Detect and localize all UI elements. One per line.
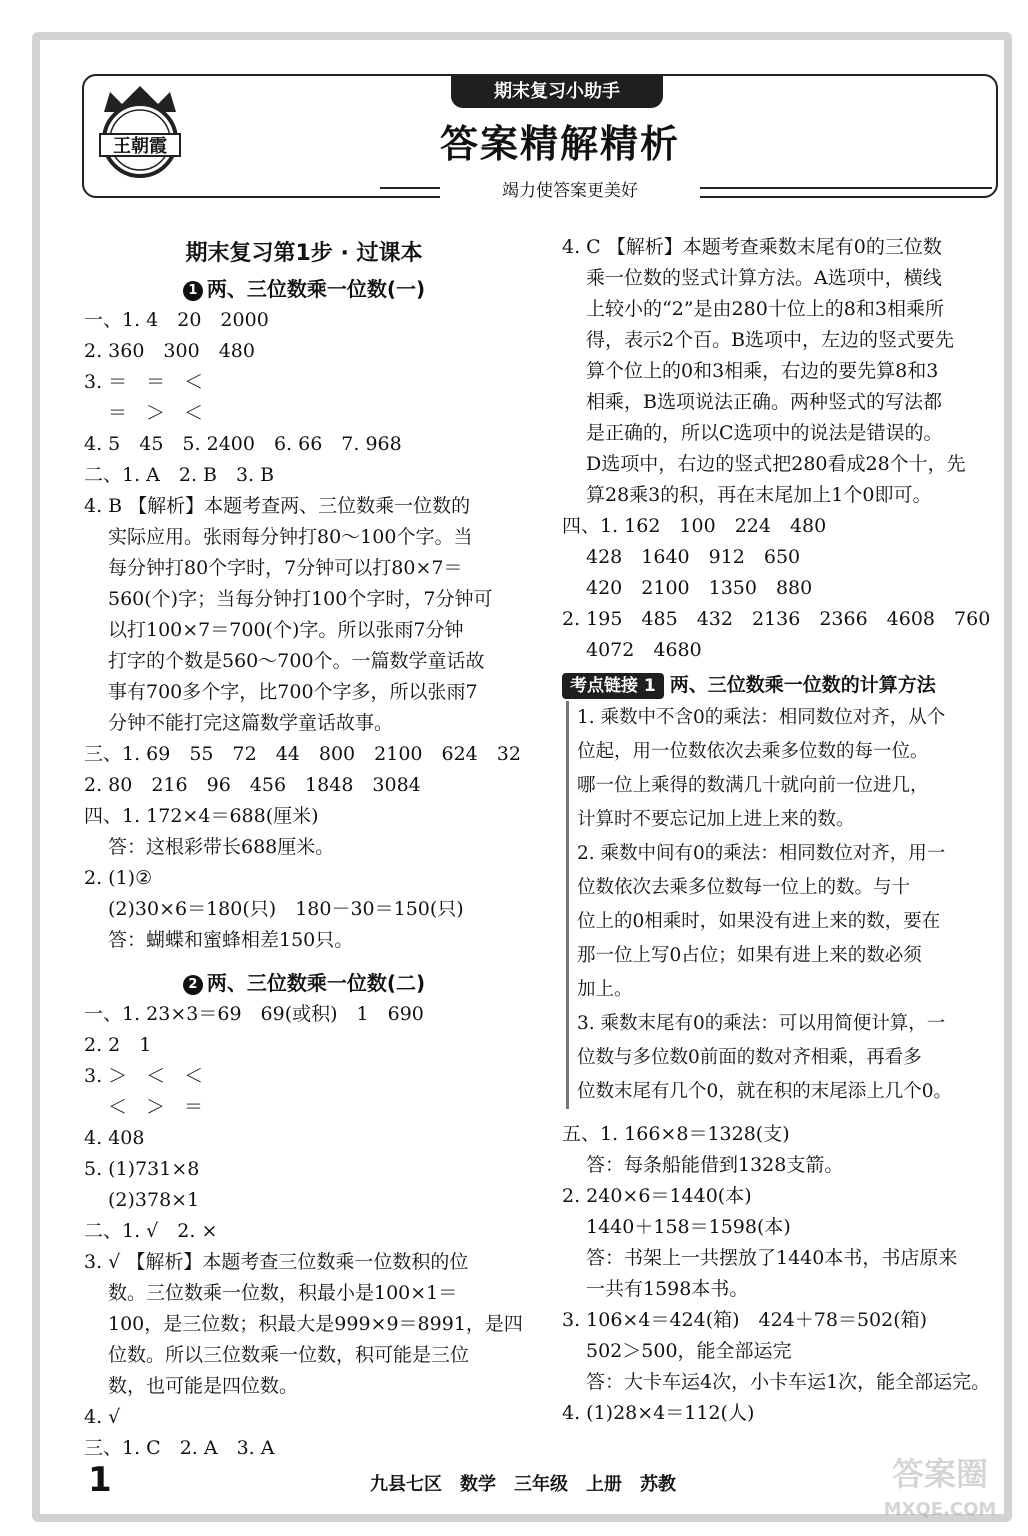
answer-line: 502＞500，能全部运完 xyxy=(586,1340,792,1362)
answer-line: 位数。所以三位数乘一位数，积可能是三位 xyxy=(108,1344,470,1366)
answer-line: 100，是三位数；积最大是999×9＝8991，是四 xyxy=(108,1313,523,1335)
header-tag: 期末复习小助手 xyxy=(451,76,663,108)
answer-line: 每分钟打80个字时，7分钟可以打80×7＝ xyxy=(108,557,463,579)
answer-line: 3. ＝ ＝ ＜ xyxy=(84,371,204,393)
answer-line: (2)378×1 xyxy=(108,1189,200,1211)
answer-line: 打字的个数是560～700个。一篇数学童话故 xyxy=(108,650,485,672)
section-number-1: 1 xyxy=(183,281,203,301)
answer-line: 2. 乘数中间有0的乘法：相同数位对齐，用一 xyxy=(577,843,946,864)
answer-line: 一、1. 23×3＝69 69(或积) 1 690 xyxy=(84,1003,424,1025)
answer-line: 是正确的，所以C选项中的说法是错误的。 xyxy=(586,422,943,444)
answer-line: 四、1. 172×4＝688(厘米) xyxy=(84,805,319,827)
answer-line: 相乘，B选项说法正确。两种竖式的写法都 xyxy=(586,391,942,413)
right-answers-b xyxy=(562,1119,998,1429)
watermark xyxy=(870,1445,1010,1525)
answer-line: 4. 5 45 5. 2400 6. 66 7. 968 xyxy=(84,433,402,455)
left-column xyxy=(84,236,524,1464)
answer-line: 答：书架上一共摆放了1440本书，书店原来 xyxy=(586,1247,958,1269)
answer-line: 一共有1598本书。 xyxy=(586,1278,749,1300)
answer-line: 位起，用一位数依次去乘多位数的每一位。 xyxy=(577,741,929,762)
answer-line: 位数末尾有几个0，就在积的末尾添上几个0。 xyxy=(577,1081,953,1102)
answer-line: 加上。 xyxy=(577,979,633,1000)
answer-line: 实际应用。张雨每分钟打80～100个字。当 xyxy=(108,526,473,548)
answer-line: 数。三位数乘一位数，积最小是100×1＝ xyxy=(108,1282,458,1304)
answer-line: 那一位上写0占位；如果有进上来的数必须 xyxy=(577,945,922,966)
page-title: 答案精解精析 xyxy=(439,122,680,166)
section-title-2-text: 两、三位数乘一位数(二) xyxy=(206,971,426,995)
kaodian-body xyxy=(566,701,998,1109)
answer-line: 2. 240×6＝1440(本) xyxy=(562,1185,752,1207)
answer-line: 2. 195 485 432 2136 2366 4608 760 xyxy=(562,608,991,630)
header-slogan: 竭力使答案更美好 xyxy=(440,176,700,201)
answer-line: (2)30×6＝180(只) 180－30＝150(只) xyxy=(108,898,464,920)
answer-line: 4. C 【解析】本题考查乘数末尾有0的三位数 xyxy=(562,236,942,258)
answer-line: 3. 106×4＝424(箱) 424＋78＝502(箱) xyxy=(562,1309,928,1331)
answer-line: 三、1. C 2. A 3. A xyxy=(84,1437,275,1459)
answer-line: 3. √ 【解析】本题考查三位数乘一位数积的位 xyxy=(84,1251,469,1273)
kaodian-label: 考点链接 1 xyxy=(562,673,664,699)
answer-line: 分钟不能打完这篇数学童话故事。 xyxy=(108,712,394,734)
answer-line: 数，也可能是四位数。 xyxy=(108,1375,299,1397)
answer-line: 计算时不要忘记加上进上来的数。 xyxy=(577,809,855,830)
answer-line: 2. (1)② xyxy=(84,867,153,889)
answer-line: 答：大卡车运4次，小卡车运1次，能全部运完。 xyxy=(586,1371,991,1393)
answer-line: 2. 2 1 xyxy=(84,1034,152,1056)
answer-line: 560(个)字；当每分钟打100个字时，7分钟可 xyxy=(108,588,493,610)
answer-line: D选项中，右边的竖式把280看成28个十，先 xyxy=(586,453,966,475)
answer-line: 3. ＞ ＜ ＜ xyxy=(84,1065,204,1087)
watermark-line2: MXQE.COM xyxy=(883,1499,997,1520)
answer-line: 哪一位上乘得的数满几十就向前一位进几， xyxy=(577,775,929,796)
answer-line: 二、1. √ 2. × xyxy=(84,1220,218,1242)
answer-line: 2. 80 216 96 456 1848 3084 xyxy=(84,774,421,796)
answer-line: 位上的0相乘时，如果没有进上来的数，要在 xyxy=(577,911,941,932)
right-answers-a xyxy=(562,232,998,666)
answer-line: 1. 乘数中不含0的乘法：相同数位对齐，从个 xyxy=(577,707,946,728)
logo-text: 王朝霞 xyxy=(113,136,167,157)
section-title-1-text: 两、三位数乘一位数(一) xyxy=(206,277,426,301)
answer-line: 答：蝴蝶和蜜蜂相差150只。 xyxy=(108,929,354,951)
section-title-1 xyxy=(84,274,524,305)
answer-line: 420 2100 1350 880 xyxy=(586,577,813,599)
answer-line: 乘一位数的竖式计算方法。A选项中，横线 xyxy=(586,267,942,289)
answer-line: 算个位上的0和3相乘，右边的要先算8和3 xyxy=(586,360,939,382)
kaodian-header xyxy=(562,670,998,701)
answer-line: 算28乘3的积，再在末尾加上1个0即可。 xyxy=(586,484,932,506)
answer-line: 答：这根彩带长688厘米。 xyxy=(108,836,335,858)
step-title: 期末复习第1步 · 过课本 xyxy=(185,241,423,266)
answer-line: 4. B 【解析】本题考查两、三位数乘一位数的 xyxy=(84,495,471,517)
page-number: 1 xyxy=(88,1460,112,1500)
answer-line: 五、1. 166×8＝1328(支) xyxy=(562,1123,790,1145)
answer-line: 答：每条船能借到1328支箭。 xyxy=(586,1154,844,1176)
answer-line: 4. (1)28×4＝112(人) xyxy=(562,1402,755,1424)
answer-line: 1440＋158＝1598(本) xyxy=(586,1216,791,1238)
answer-line: 三、1. 69 55 72 44 800 2100 624 32 xyxy=(84,743,521,765)
answer-line: 上较小的“2”是由280十位上的8和3相乘所 xyxy=(586,298,944,320)
section-number-2: 2 xyxy=(183,975,203,995)
answer-line: 3. 乘数末尾有0的乘法：可以用简便计算，一 xyxy=(577,1013,946,1034)
footer-info: 九县七区 数学 三年级 上册 苏教 xyxy=(370,1474,676,1495)
answer-line: 以打100×7＝700(个)字。所以张雨7分钟 xyxy=(108,619,464,641)
answer-line: 428 1640 912 650 xyxy=(586,546,801,568)
answer-line: ＝ ＞ ＜ xyxy=(108,402,204,424)
answer-line: 一、1. 4 20 2000 xyxy=(84,309,269,331)
kaodian-title: 两、三位数乘一位数的计算方法 xyxy=(669,674,936,696)
section-title-2 xyxy=(84,968,524,999)
answer-line: 位数依次去乘多位数每一位上的数。与十 xyxy=(577,877,911,898)
answer-line: 得，表示2个百。B选项中，左边的竖式要先 xyxy=(586,329,955,351)
section-2-answers xyxy=(84,999,524,1464)
answer-line: 4. √ xyxy=(84,1406,121,1428)
answer-line: 4072 4680 xyxy=(586,639,702,661)
wangzhaoxia-logo xyxy=(94,84,186,180)
section-1-answers xyxy=(84,305,524,956)
answer-line: 二、1. A 2. B 3. B xyxy=(84,464,275,486)
answer-line: 2. 360 300 480 xyxy=(84,340,255,362)
right-column xyxy=(562,232,998,1429)
answer-line: 5. (1)731×8 xyxy=(84,1158,200,1180)
answer-line: 位数与多位数0前面的数对齐相乘，再看多 xyxy=(577,1047,922,1068)
watermark-line1: 答案圈 xyxy=(891,1455,989,1493)
answer-line: 四、1. 162 100 224 480 xyxy=(562,515,827,537)
answer-line: 事有700多个字，比700个字多，所以张雨7 xyxy=(108,681,478,703)
answer-line: ＜ ＞ ＝ xyxy=(108,1096,204,1118)
answer-line: 4. 408 xyxy=(84,1127,145,1149)
